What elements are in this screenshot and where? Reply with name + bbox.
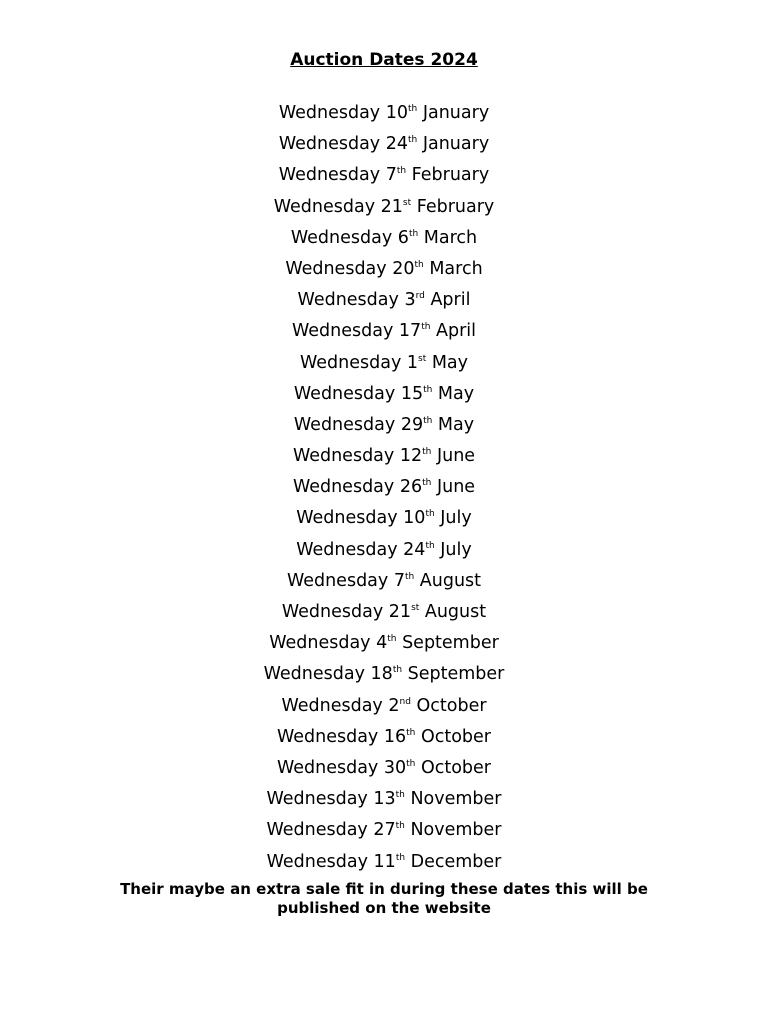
date-day-number: 24 xyxy=(385,134,409,155)
date-month: July xyxy=(440,539,472,560)
date-weekday: Wednesday xyxy=(286,570,389,591)
date-ordinal-suffix: th xyxy=(408,228,419,239)
date-weekday: Wednesday xyxy=(273,196,376,217)
date-ordinal-suffix: th xyxy=(423,384,433,395)
date-weekday: Wednesday xyxy=(296,539,398,560)
date-ordinal-suffix: th xyxy=(422,447,432,458)
date-month: May xyxy=(437,414,475,435)
date-day-number: 10 xyxy=(403,508,426,529)
date-day-number: 2 xyxy=(388,695,400,716)
date-day-number: 6 xyxy=(397,227,409,248)
date-ordinal-suffix: rd xyxy=(415,291,425,302)
date-weekday: Wednesday xyxy=(281,695,383,716)
date-month: March xyxy=(429,258,483,279)
date-weekday: Wednesday xyxy=(299,352,402,373)
date-month: February xyxy=(416,196,495,217)
date-weekday: Wednesday xyxy=(292,477,395,498)
auction-date-item xyxy=(0,691,768,722)
date-ordinal-suffix: st xyxy=(411,603,420,613)
date-day-number: 11 xyxy=(373,851,396,872)
page-title: Auction Dates 2024 xyxy=(290,50,478,70)
date-weekday: Wednesday xyxy=(276,726,379,747)
auction-date-item xyxy=(0,722,768,753)
date-ordinal-suffix: th xyxy=(395,790,405,801)
auction-date-item xyxy=(0,441,768,472)
date-day-number: 17 xyxy=(398,321,422,342)
date-weekday: Wednesday xyxy=(293,414,396,435)
auction-date-item xyxy=(0,472,768,503)
auction-date-item xyxy=(0,129,768,160)
date-day-number: 20 xyxy=(392,258,415,279)
auction-date-item xyxy=(0,628,768,659)
date-weekday: Wednesday xyxy=(278,134,381,155)
date-day-number: 18 xyxy=(370,664,393,685)
date-month: April xyxy=(430,290,471,311)
date-month: December xyxy=(410,851,502,872)
date-ordinal-suffix: th xyxy=(406,758,416,769)
auction-date-item xyxy=(0,192,768,223)
auction-date-item xyxy=(0,285,768,316)
date-month: June xyxy=(436,477,476,498)
date-day-number: 26 xyxy=(399,477,423,498)
auction-date-item xyxy=(0,784,768,815)
date-ordinal-suffix: st xyxy=(418,353,427,364)
date-month: January xyxy=(422,103,490,123)
date-month: October xyxy=(416,695,487,716)
date-weekday: Wednesday xyxy=(297,290,399,311)
date-month: May xyxy=(431,352,469,373)
auction-date-item xyxy=(0,566,768,597)
auction-date-item xyxy=(0,597,768,628)
date-month: August xyxy=(419,570,482,591)
auction-date-list xyxy=(0,98,768,878)
date-weekday: Wednesday xyxy=(266,820,368,841)
date-day-number: 29 xyxy=(400,414,424,435)
date-month: July xyxy=(440,508,472,529)
date-ordinal-suffix: th xyxy=(422,478,432,489)
auction-date-item xyxy=(0,503,768,534)
auction-date-item xyxy=(0,223,768,254)
date-weekday: Wednesday xyxy=(281,602,384,622)
date-month: February xyxy=(411,165,490,186)
date-weekday: Wednesday xyxy=(278,103,381,123)
date-weekday: Wednesday xyxy=(266,851,368,872)
date-ordinal-suffix: th xyxy=(425,540,435,551)
date-ordinal-suffix: th xyxy=(395,821,405,832)
date-ordinal-suffix: st xyxy=(402,197,412,208)
date-day-number: 7 xyxy=(393,570,405,591)
auction-date-item xyxy=(0,659,768,690)
date-weekday: Wednesday xyxy=(269,633,371,654)
date-ordinal-suffix: th xyxy=(406,727,416,738)
date-day-number: 21 xyxy=(388,602,412,622)
date-day-number: 24 xyxy=(403,539,426,560)
date-day-number: 4 xyxy=(376,633,388,654)
auction-date-item xyxy=(0,815,768,846)
date-month: June xyxy=(436,446,476,467)
date-day-number: 16 xyxy=(383,726,407,747)
date-day-number: 10 xyxy=(385,103,409,123)
date-month: September xyxy=(407,664,505,685)
auction-date-item xyxy=(0,160,768,191)
date-weekday: Wednesday xyxy=(266,789,368,810)
date-weekday: Wednesday xyxy=(292,446,395,467)
date-ordinal-suffix: th xyxy=(396,166,407,177)
date-day-number: 3 xyxy=(404,290,416,311)
date-ordinal-suffix: th xyxy=(395,852,406,863)
auction-date-item xyxy=(0,847,768,878)
date-weekday: Wednesday xyxy=(276,757,379,778)
date-weekday: Wednesday xyxy=(293,383,396,404)
auction-date-item xyxy=(0,535,768,566)
date-month: October xyxy=(420,757,492,778)
date-day-number: 1 xyxy=(406,352,419,373)
date-ordinal-suffix: th xyxy=(387,634,397,645)
date-day-number: 7 xyxy=(385,165,397,186)
date-day-number: 15 xyxy=(400,383,424,404)
date-month: November xyxy=(410,820,502,841)
auction-date-item xyxy=(0,379,768,410)
date-ordinal-suffix: th xyxy=(423,415,433,426)
date-weekday: Wednesday xyxy=(263,664,365,685)
date-ordinal-suffix: th xyxy=(425,509,435,520)
date-month: May xyxy=(437,383,475,404)
auction-date-item xyxy=(0,316,768,347)
date-day-number: 13 xyxy=(373,789,396,810)
date-ordinal-suffix: th xyxy=(404,571,415,582)
date-day-number: 30 xyxy=(383,757,407,778)
date-day-number: 21 xyxy=(380,196,403,217)
date-ordinal-suffix: th xyxy=(408,104,418,114)
date-month: October xyxy=(420,726,492,747)
auction-date-item xyxy=(0,254,768,285)
date-ordinal-suffix: th xyxy=(408,135,418,146)
date-day-number: 12 xyxy=(399,446,423,467)
date-month: January xyxy=(422,134,490,155)
date-ordinal-suffix: th xyxy=(392,665,403,676)
auction-date-item xyxy=(0,410,768,441)
date-month: September xyxy=(402,633,499,654)
date-weekday: Wednesday xyxy=(285,258,387,279)
date-weekday: Wednesday xyxy=(296,508,398,529)
date-ordinal-suffix: nd xyxy=(399,696,411,707)
auction-date-item xyxy=(0,348,768,379)
footer-note: Their maybe an extra sale fit in during these dates this will be published on the website xyxy=(120,880,648,917)
date-month: April xyxy=(436,321,476,342)
date-weekday: Wednesday xyxy=(292,321,394,342)
auction-date-item xyxy=(0,753,768,784)
date-month: August xyxy=(424,602,487,622)
date-ordinal-suffix: th xyxy=(421,322,431,333)
date-weekday: Wednesday xyxy=(278,165,381,186)
date-weekday: Wednesday xyxy=(290,227,393,248)
date-month: November xyxy=(410,789,502,810)
auction-date-item xyxy=(0,98,768,129)
date-ordinal-suffix: th xyxy=(414,259,424,270)
date-day-number: 27 xyxy=(373,820,396,841)
date-month: March xyxy=(423,227,478,248)
